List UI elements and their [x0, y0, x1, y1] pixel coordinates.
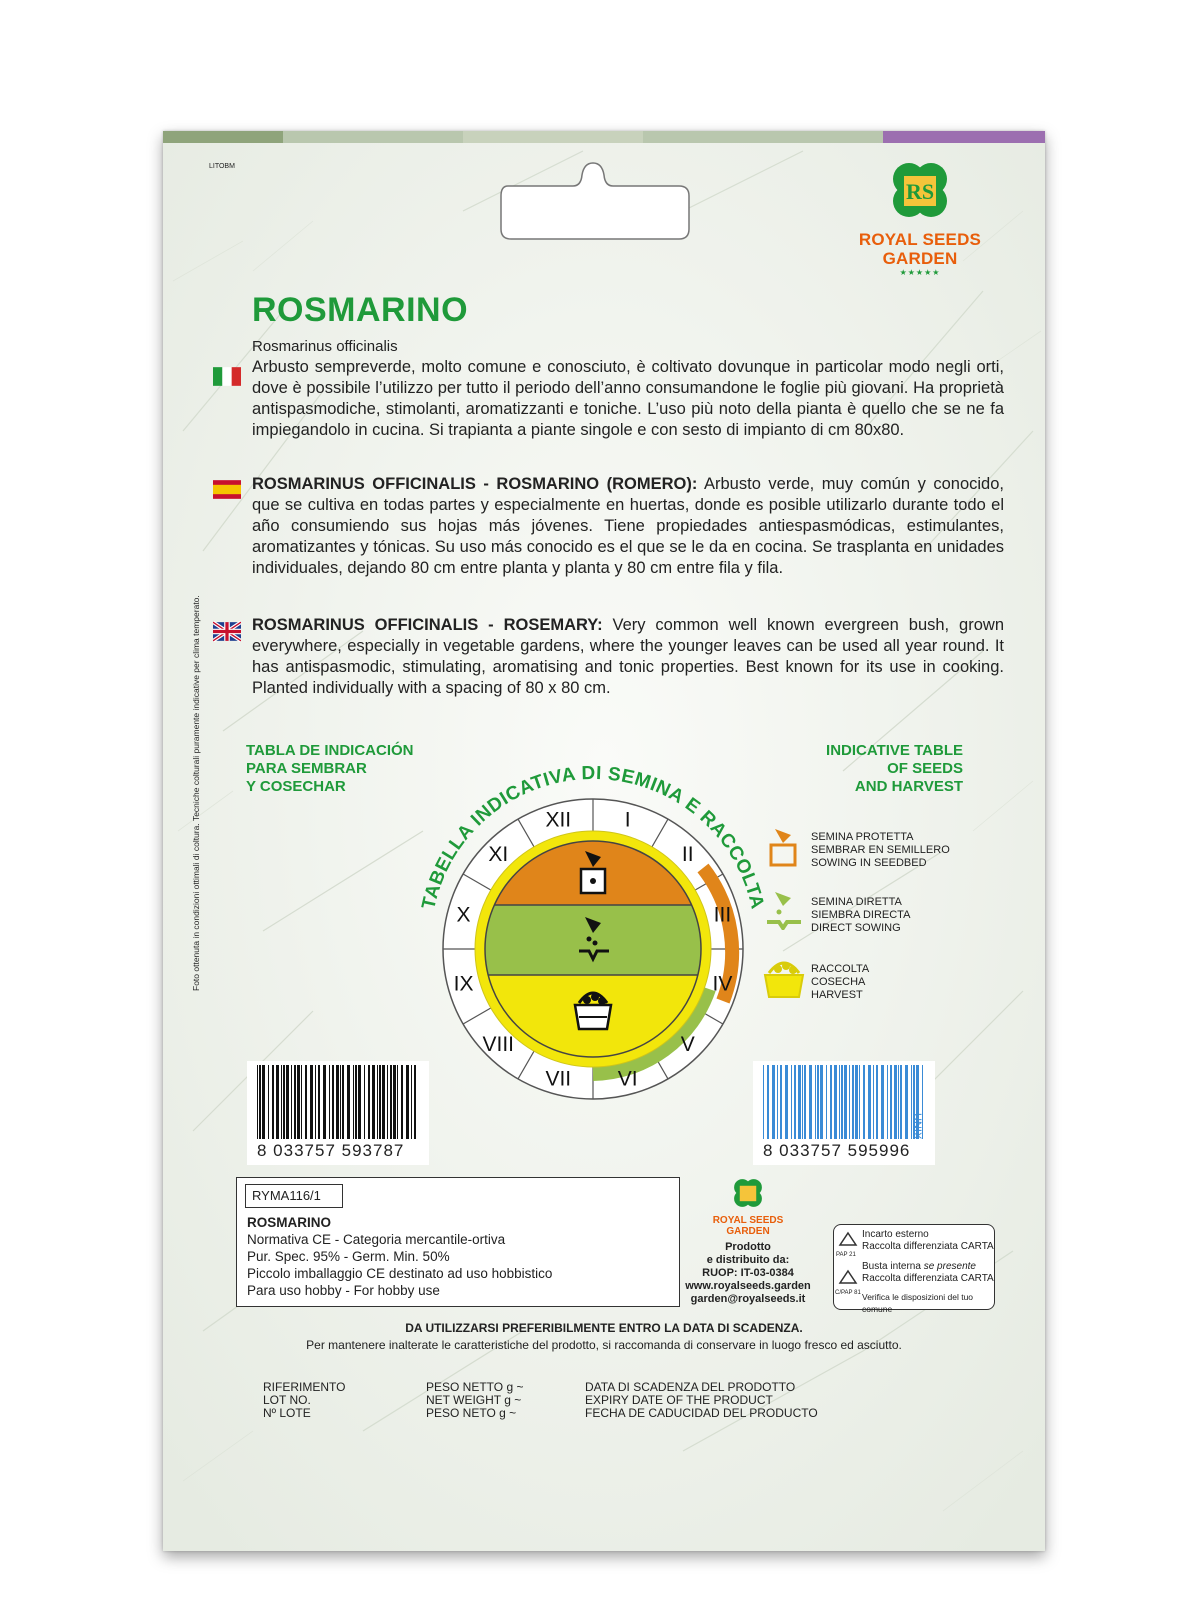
producer-line: RUOP: IT-03-0384 — [702, 1267, 794, 1279]
barcode-bar — [397, 1065, 398, 1139]
legend-direct-sowing-icon — [765, 890, 803, 930]
barcode-bar — [329, 1065, 330, 1139]
barcode-bar — [785, 1065, 788, 1139]
bottom-label: Nº LOTE — [263, 1406, 311, 1420]
barcode-left-number: 8 033757 593787 — [257, 1141, 405, 1160]
barcode-left-bars — [247, 1061, 429, 1141]
month-label: XI — [488, 843, 509, 867]
barcode-bar — [834, 1065, 837, 1139]
month-label: V — [680, 1032, 695, 1056]
english-description — [252, 615, 1004, 699]
table-title-es — [246, 742, 414, 796]
barcode-bar — [772, 1065, 775, 1139]
table-es-line: Y COSECHAR — [246, 778, 346, 795]
barcode-bar — [283, 1065, 285, 1139]
barcode-bar — [323, 1065, 326, 1139]
barcode-bar — [342, 1065, 344, 1139]
barcode-bar — [777, 1065, 778, 1139]
recycle-line: Raccolta differenziata CARTA — [862, 1241, 994, 1252]
barcode-bar — [301, 1065, 302, 1139]
barcode-bar — [763, 1065, 764, 1139]
bottom-label: LOT NO. — [263, 1393, 311, 1407]
barcode-bar — [894, 1065, 897, 1139]
italian-description: Arbusto sempreverde, molto comune e conosciuto, è coltivato dovunque in particolar modo negli orti, dove è possibile l’utilizzo per tutto il periodo dell’anno consumandone le foglie più giovani. Ha proprietà antispasmodiche, stimolanti, aromatizzanti e toniche. L’uso più noto della pianta è quello che se ne fa impiegandolo in cucina. Si trapianta a piante singole e con sesto di impianto di cm 80x80. — [252, 358, 1004, 439]
info-line: Normativa CE - Categoria mercantile-ortiva — [247, 1232, 506, 1247]
barcode-right-bars — [753, 1061, 935, 1141]
barcode-bar — [849, 1065, 850, 1139]
wheel-title: TABELLA INDICATIVA DI SEMINA E RACCOLTA — [418, 762, 768, 912]
barcode-bar — [368, 1065, 370, 1139]
barcode-bar — [859, 1065, 860, 1139]
table-es-line: PARA SEMBRAR — [246, 760, 367, 777]
brand-name-line2: GARDEN — [882, 249, 958, 268]
month-label: II — [681, 843, 694, 867]
table-es-line: TABLA DE INDICACIÓN — [246, 742, 414, 759]
producer-logo-icon — [730, 1177, 766, 1211]
vertical-disclaimer: Foto ottenuta in condizioni ottimali di coltura. Tecniche colturali puramente indicative per clima temperato. — [191, 595, 201, 991]
reference-code: RYMA116/1 — [245, 1184, 343, 1208]
printer-code: LITOBM — [209, 163, 235, 170]
barcode-bar — [820, 1065, 823, 1139]
barcode-bar — [905, 1065, 908, 1139]
barcode-bar — [791, 1065, 792, 1139]
barcode-bar — [804, 1065, 806, 1139]
info-line: Piccolo imballaggio CE destinato ad uso hobbistico — [247, 1266, 553, 1281]
info-line: Pur. Spec. 95% - Germ. Min. 50% — [247, 1249, 450, 1264]
barcode-bar — [767, 1065, 769, 1139]
legend-harvest — [811, 963, 869, 1002]
barcode-bar — [355, 1065, 357, 1139]
english-heading: ROSMARINUS OFFICINALIS - ROSEMARY: — [252, 616, 603, 634]
legend-line: COSECHA — [811, 976, 866, 988]
month-label: VIII — [482, 1032, 515, 1056]
table-en-line: AND HARVEST — [854, 778, 963, 795]
clover-logo-icon — [885, 159, 955, 225]
barcode-bar — [294, 1065, 296, 1139]
barcode-bar — [318, 1065, 320, 1139]
barcode-bar — [358, 1065, 361, 1139]
barcode-bar — [297, 1065, 300, 1139]
unix-code: UNIX — [911, 1113, 923, 1140]
legend-line: SEMINA PROTETTA — [811, 831, 914, 843]
table-title-en — [826, 742, 963, 796]
barcode-bar — [873, 1065, 874, 1139]
table-en-line: INDICATIVE TABLE — [826, 742, 963, 759]
barcode-bar — [393, 1065, 396, 1139]
bottom-label: PESO NETTO g ~ — [426, 1380, 524, 1394]
recycle-code-2: C/PAP 81 — [835, 1290, 861, 1296]
legend-line: RACCOLTA — [811, 963, 870, 975]
bottom-expiry-column — [585, 1381, 818, 1420]
barcode-bar — [262, 1065, 265, 1139]
latin-name: Rosmarinus officinalis — [252, 338, 398, 355]
brand-monogram: RS — [905, 179, 935, 204]
barcode-bar — [336, 1065, 339, 1139]
barcode-bar — [852, 1065, 854, 1139]
table-en-line: OF SEEDS — [887, 760, 963, 777]
spanish-flag-icon — [213, 479, 241, 500]
barcode-bar — [890, 1065, 892, 1139]
month-label: IX — [453, 972, 474, 996]
barcode-bar — [863, 1065, 865, 1139]
legend-harvest-icon — [763, 955, 805, 999]
month-label: VI — [617, 1067, 638, 1091]
barcode-bar — [898, 1065, 899, 1139]
legend-line: DIRECT SOWING — [811, 922, 901, 934]
barcode-bar — [844, 1065, 847, 1139]
barcode-bar — [377, 1065, 378, 1139]
product-info-box — [236, 1177, 680, 1307]
bottom-label: RIFERIMENTO — [263, 1380, 346, 1394]
recycle-line: Incarto esterno — [862, 1229, 929, 1240]
barcode-bar — [347, 1065, 350, 1139]
bottom-label: EXPIRY DATE OF THE PRODUCT — [585, 1393, 773, 1407]
producer-line: e distribuito da: — [706, 1254, 790, 1266]
barcode-bar — [276, 1065, 279, 1139]
bottom-reference-column — [263, 1381, 345, 1420]
barcode-bar — [802, 1065, 803, 1139]
uk-flag-icon — [213, 621, 241, 642]
barcode-bar — [382, 1065, 385, 1139]
barcode-bar — [259, 1065, 261, 1139]
producer-brand-line1: ROYAL SEEDS — [712, 1215, 784, 1226]
info-product-name: ROSMARINO — [247, 1215, 331, 1230]
brand-name-line1: ROYAL SEEDS — [858, 230, 982, 249]
barcode-bar — [315, 1065, 316, 1139]
barcode-bar — [414, 1065, 416, 1139]
barcode-bar — [257, 1065, 258, 1139]
producer-line: Prodotto — [725, 1241, 771, 1253]
barcode-bar — [881, 1065, 884, 1139]
legend-direct-sowing — [811, 896, 910, 935]
barcode-bar — [794, 1065, 796, 1139]
barcode-bar — [780, 1065, 782, 1139]
recycle-line-italic: se presente — [923, 1261, 976, 1272]
barcode-bar — [855, 1065, 858, 1139]
producer-line: www.royalseeds.garden — [685, 1280, 811, 1292]
legend-line: SOWING IN SEEDBED — [811, 857, 927, 869]
barcode-right-number: 8 033757 595996 — [763, 1141, 911, 1160]
sowing-calendar-wheel — [393, 731, 793, 1131]
legend-line: HARVEST — [811, 989, 863, 1001]
barcode-bar — [310, 1065, 313, 1139]
producer-info — [678, 1177, 818, 1306]
barcode-bar — [876, 1065, 878, 1139]
recycle-code-1: PAP 21 — [836, 1252, 856, 1258]
legend-line: SIEMBRA DIRECTA — [811, 909, 911, 921]
info-line: Para uso hobby - For hobby use — [247, 1283, 440, 1298]
barcode-bar — [826, 1065, 827, 1139]
barcode-bar — [815, 1065, 816, 1139]
barcode-bar — [353, 1065, 354, 1139]
barcode-bar — [272, 1065, 274, 1139]
barcode-bar — [406, 1065, 409, 1139]
barcode-bar — [887, 1065, 888, 1139]
bottom-label: DATA DI SCADENZA DEL PRODOTTO — [585, 1380, 796, 1394]
barcode-left — [247, 1061, 429, 1165]
month-label: X — [456, 903, 471, 927]
month-label: III — [713, 903, 732, 927]
seed-packet-back — [163, 131, 1045, 1551]
recycle-line: Verifica le disposizioni del tuo comune — [862, 1292, 974, 1314]
spanish-text: Arbusto verde, muy común y conocido, que se cultiva en todas partes y especialmente en huertas, donde es posible utilizarlo durante todo el año consumiendo sus hojas más jóvenes. Tiene propiedades antiespasmódicas, estimulantes, aromatizantes y tónicas. Su uso más conocido es el que se le da en cocina. Se trasplanta en unidades individuales, dejando 80 cm entre planta y planta y 80 cm entre fila y fila. — [252, 475, 1004, 577]
barcode-bar — [841, 1065, 843, 1139]
recycle-line-part: Busta interna — [862, 1261, 924, 1272]
producer-line: garden@royalseeds.it — [690, 1293, 806, 1305]
barcode-bar — [868, 1065, 871, 1139]
barcode-bar — [401, 1065, 403, 1139]
bottom-label: PESO NETO g ~ — [426, 1406, 517, 1420]
month-label: IV — [712, 972, 733, 996]
barcode-bar — [268, 1065, 269, 1139]
barcode-bar — [286, 1065, 289, 1139]
barcode-bar — [817, 1065, 819, 1139]
month-label: XII — [545, 808, 572, 832]
barcode-bar — [291, 1065, 292, 1139]
recycle-line: Raccolta differenziata CARTA — [862, 1273, 994, 1284]
bottom-label: FECHA DE CADUCIDAD DEL PRODUCTO — [585, 1406, 818, 1420]
barcode-bar — [372, 1065, 375, 1139]
recycle-line — [862, 1261, 976, 1273]
italian-flag-icon — [213, 366, 241, 387]
legend-seedbed-icon — [765, 827, 803, 867]
producer-brand-line2: GARDEN — [726, 1226, 770, 1237]
barcode-bar — [332, 1065, 334, 1139]
spanish-description — [252, 474, 1004, 579]
legend-line: SEMBRAR EN SEMILLERO — [811, 844, 950, 856]
barcode-bar — [305, 1065, 307, 1139]
expiry-notice: DA UTILIZZARSI PREFERIBILMENTE ENTRO LA DATA DI SCADENZA. — [405, 1321, 803, 1335]
barcode-bar — [387, 1065, 388, 1139]
recycling-info — [833, 1224, 995, 1314]
bottom-label: NET WEIGHT g ~ — [426, 1393, 522, 1407]
spanish-heading: ROSMARINUS OFFICINALIS - ROSMARINO (ROMERO): — [252, 475, 698, 493]
barcode-bar — [379, 1065, 381, 1139]
barcode-bar — [281, 1065, 282, 1139]
barcode-bar — [798, 1065, 801, 1139]
barcode-right — [753, 1061, 935, 1165]
barcode-bar — [830, 1065, 832, 1139]
barcode-bar — [340, 1065, 341, 1139]
barcode-bar — [900, 1065, 902, 1139]
english-text: Very common well known evergreen bush, grown everywhere, especially in vegetable gardens, where the younger leaves can be used all year round. It has antispasmodic, stimulating, aromatising and tonic properties. Best known for its use in cooking. Planted individually with a spacing of 80 x 80 cm. — [252, 616, 1004, 697]
barcode-bar — [839, 1065, 840, 1139]
product-title: ROSMARINO — [252, 291, 469, 329]
barcode-bar — [390, 1065, 392, 1139]
month-label: VII — [545, 1067, 572, 1091]
legend-seedbed — [811, 831, 950, 870]
bottom-weight-column — [426, 1381, 523, 1420]
barcode-bar — [411, 1065, 412, 1139]
storage-notice: Per mantenere inalterate le caratteristiche del prodotto, si raccomanda di conservare in luogo fresco ed asciutto. — [306, 1338, 902, 1352]
barcode-bar — [809, 1065, 812, 1139]
brand-stars: ★★★★★ — [899, 268, 941, 277]
recycle-icon — [838, 1269, 858, 1289]
legend-line: SEMINA DIRETTA — [811, 896, 902, 908]
month-label: I — [624, 808, 631, 832]
barcode-bar — [364, 1065, 365, 1139]
brand-logo — [835, 159, 1005, 277]
